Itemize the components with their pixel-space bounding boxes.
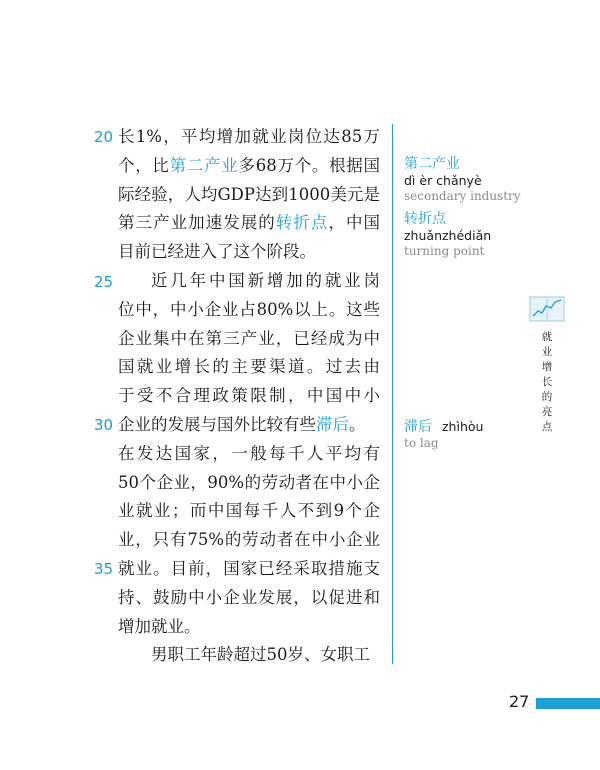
text-segment: 第三产业加速发展的 [118,213,276,233]
text-line [118,295,380,325]
gloss-pinyin: zhuǎnzhédiǎn [404,228,492,243]
text-segment: 持、鼓励中小企业发展，以促进和 [118,587,380,607]
text-line [118,381,380,411]
text-segment: 目前已经进入了这个阶段。 [118,242,316,262]
gloss-term: 滞后 [404,419,432,435]
text-line [118,180,380,210]
text-line [118,583,380,613]
text-segment: 50个企业，90%的劳动者在中小企 [118,472,380,492]
text-line [118,439,380,469]
text-segment: 近几年中国新增加的就业岗 [151,271,380,290]
gloss-pinyin: dì èr chǎnyè [404,173,482,188]
text-segment: 企业集中在第三产业，已经成为中 [118,328,380,348]
gloss-english: turning point [404,244,485,258]
side-section-label: 就业增长的亮点 [541,331,553,433]
text-line [118,237,380,267]
text-line [118,122,380,152]
text-segment: 长1%，平均增加就业岗位达85万 [118,127,380,146]
text-segment: 于受不合理政策限制，中国中小 [118,386,380,406]
text-line [118,352,380,382]
text-segment: 国就业增长的主要渠道。过去由 [118,357,380,377]
line-number: 25 [94,273,114,291]
text-line [118,266,380,296]
text-line [118,554,380,584]
text-line [118,151,380,181]
text-segment: 多68万个。根据国 [238,155,381,175]
text-line [118,640,380,670]
vocab-highlight: 第二产业 [169,155,239,175]
text-line [118,525,380,555]
margin-divider [392,124,393,664]
line-number: 35 [94,560,114,578]
chart-book-icon [527,294,567,324]
gloss-secondary-industry [404,156,521,204]
vocab-highlight: 滞后 [316,415,349,434]
text-line [118,468,380,498]
vocab-highlight: 转折点 [275,213,329,233]
text-segment: 业，只有75%的劳动者在中小企业 [118,530,380,550]
text-line [118,324,380,354]
text-line [118,410,380,440]
gloss-term: 转折点 [404,211,446,227]
text-segment: 位中，中小企业占80%以上。这些 [118,299,380,319]
gloss-english: to lag [404,436,439,450]
line-number: 30 [94,416,114,434]
text-segment: 业就业；而中国每千人不到9个企 [118,501,380,521]
text-line [118,496,380,526]
text-line [118,208,380,238]
page-accent-bar [536,698,600,709]
gloss-term: 第二产业 [404,156,460,172]
text-segment: 。 [349,415,366,434]
gloss-pinyin: zhìhòu [442,419,484,434]
text-segment: 企业的发展与国外比较有些 [118,415,316,434]
text-segment: ，中国 [328,213,381,233]
text-segment: 增加就业。 [118,616,201,636]
gloss-turning-point [404,211,491,259]
gloss-to-lag [404,416,483,451]
text-line [118,612,380,642]
text-segment: 男职工年龄超过50岁、女职工 [151,645,370,665]
text-segment: 个，比 [118,155,170,175]
text-segment: 在发达国家，一般每千人平均有 [118,443,380,463]
gloss-english: secondary industry [404,189,521,203]
line-number: 20 [94,128,114,146]
text-segment: 际经验，人均GDP达到1000美元是 [118,184,380,204]
text-segment: 就业。目前，国家已经采取措施支 [118,559,380,578]
page-number: 27 [509,692,530,711]
